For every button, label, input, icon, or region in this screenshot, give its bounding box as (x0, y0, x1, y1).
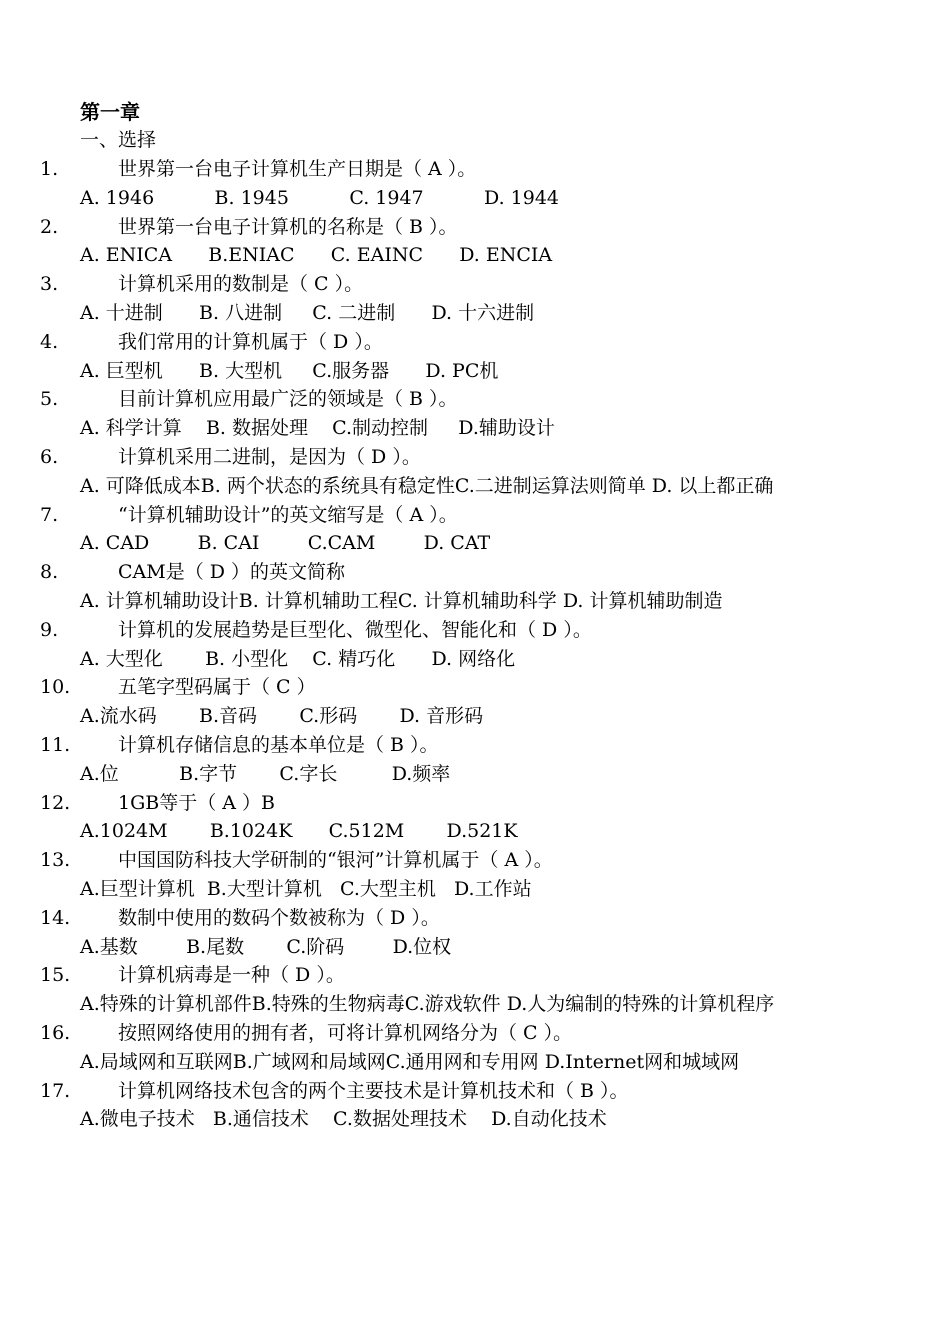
question-text: 按照网络使用的拥有者，可将计算机网络分为（ C ）。 (118, 1021, 573, 1044)
question-number: 11. (40, 733, 71, 756)
question-item (0, 846, 950, 904)
question-options: A. 1946 B. 1945 C. 1947 D. 1944 (80, 186, 560, 209)
question-options: A. 可降低成本B. 两个状态的系统具有稳定性C.二进制运算法则简单 D. 以上都正确 (80, 474, 774, 497)
question-text: 世界第一台电子计算机生产日期是（ A ）。 (118, 158, 477, 180)
question-item (0, 443, 950, 501)
section-heading: 一、选择 (80, 129, 157, 151)
question-item (0, 558, 950, 616)
question-text: 我们常用的计算机属于（ D ）。 (118, 330, 383, 353)
question-item (0, 731, 950, 789)
question-number: 13. (40, 849, 71, 872)
question-options: A. 大型化 B. 小型化 C. 精巧化 D. 网络化 (80, 647, 516, 670)
question-text: 计算机病毒是一种（ D ）。 (118, 964, 345, 987)
question-options: A.位 B.字节 C.字长 D.频率 (80, 762, 451, 785)
question-number: 4. (40, 330, 59, 353)
question-item (0, 385, 950, 443)
question-item (0, 789, 950, 847)
question-options: A. CAD B. CAI C.CAM D. CAT (80, 532, 491, 555)
question-options: A. 巨型机 B. 大型机 C.服务器 D. PC机 (80, 359, 499, 382)
question-text: 目前计算机应用最广泛的领域是（ B ）。 (118, 388, 458, 411)
question-number: 12. (40, 791, 71, 814)
question-options: A. ENICA B.ENIAC C. EAINC D. ENCIA (80, 244, 553, 267)
question-options: A.特殊的计算机部件B.特殊的生物病毒C.游戏软件 D.人为编制的特殊的计算机程序 (80, 993, 775, 1016)
question-options: A.巨型计算机 B.大型计算机 C.大型主机 D.工作站 (80, 877, 532, 900)
question-number: 10. (40, 676, 71, 699)
question-number: 8. (40, 561, 59, 584)
question-number: 17. (40, 1079, 71, 1102)
question-item (0, 616, 950, 674)
question-options: A.基数 B.尾数 C.阶码 D.位权 (80, 935, 452, 958)
question-item (0, 1019, 950, 1077)
question-options: A.微电子技术 B.通信技术 C.数据处理技术 D.自动化技术 (80, 1108, 607, 1131)
question-options: A.1024M B.1024K C.512M D.521K (80, 820, 518, 843)
question-item (0, 904, 950, 962)
question-number: 14. (40, 906, 71, 929)
question-number: 2. (40, 215, 59, 238)
question-item (0, 155, 950, 213)
question-number: 5. (40, 388, 59, 411)
question-text: 计算机采用二进制，是因为（ D ）。 (118, 445, 421, 468)
question-text: 数制中使用的数码个数被称为（ D ）。 (118, 906, 440, 929)
question-text: CAM是（ D ）的英文简称 (118, 561, 346, 584)
question-number: 15. (40, 964, 71, 987)
question-options: A.流水码 B.音码 C.形码 D. 音形码 (80, 705, 484, 728)
question-item (0, 961, 950, 1019)
question-text: 中国国防科技大学研制的“银河”计算机属于（ A ）。 (118, 849, 553, 872)
question-options: A.局域网和互联网B.广域网和局域网C.通用网和专用网 D.Internet网和城域网 (80, 1050, 740, 1073)
question-item (0, 213, 950, 271)
question-list (0, 155, 950, 1134)
question-text: 计算机存储信息的基本单位是（ B ）。 (118, 733, 439, 756)
question-options: A. 计算机辅助设计B. 计算机辅助工程C. 计算机辅助科学 D. 计算机辅助制造 (80, 589, 723, 612)
chapter-title: 第一章 (80, 100, 140, 124)
question-number: 16. (40, 1021, 71, 1044)
question-item (0, 501, 950, 559)
question-number: 3. (40, 273, 59, 296)
question-number: 6. (40, 445, 59, 468)
question-text: 五笔字型码属于（ C ） (118, 676, 316, 699)
question-text: 计算机采用的数制是（ C ）。 (118, 273, 364, 296)
question-item (0, 270, 950, 328)
question-text: 1GB等于（ A ）B (118, 791, 275, 814)
question-number: 7. (40, 503, 59, 526)
question-item (0, 673, 950, 731)
question-text: “计算机辅助设计”的英文缩写是（ A ）。 (118, 503, 458, 526)
question-number: 9. (40, 618, 59, 641)
question-item (0, 1077, 950, 1135)
question-text: 世界第一台电子计算机的名称是（ B ）。 (118, 215, 458, 238)
question-text: 计算机的发展趋势是巨型化、微型化、智能化和（ D ）。 (118, 618, 592, 641)
question-options: A. 科学计算 B. 数据处理 C.制动控制 D.辅助设计 (80, 417, 555, 440)
question-number: 1. (40, 158, 59, 180)
question-text: 计算机网络技术包含的两个主要技术是计算机技术和（ B ）。 (118, 1079, 629, 1102)
question-options: A. 十进制 B. 八进制 C. 二进制 D. 十六进制 (80, 301, 535, 324)
question-item (0, 328, 950, 386)
